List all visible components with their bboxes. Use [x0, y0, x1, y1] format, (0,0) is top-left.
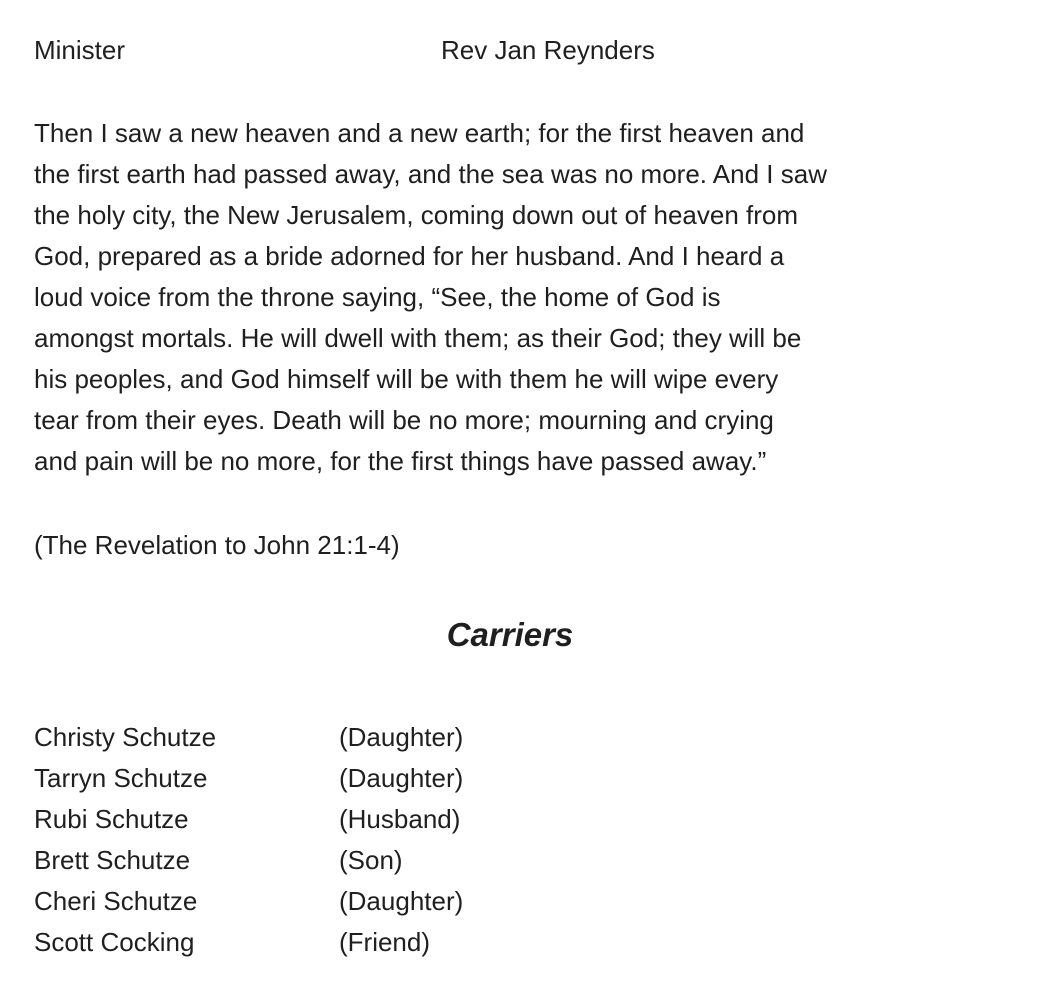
carrier-name: Brett Schutze: [34, 845, 191, 875]
carriers-heading: Carriers: [446, 616, 574, 653]
minister-label: Minister: [34, 35, 126, 65]
carrier-name: Rubi Schutze: [34, 804, 189, 834]
carrier-name: Cheri Schutze: [34, 886, 198, 916]
reading-line: God, prepared as a bride adorned for her husband. And I heard a: [34, 241, 785, 271]
minister-name: Rev Jan Reynders: [441, 35, 655, 65]
carriers-list: [34, 717, 734, 963]
carrier-row: [34, 881, 734, 922]
reading-line: tear from their eyes. Death will be no more; mourning and crying: [34, 405, 774, 435]
carrier-relation: (Daughter): [339, 763, 464, 793]
reading-line: Then I saw a new heaven and a new earth; for the first heaven and: [34, 118, 805, 148]
carrier-relation: (Daughter): [339, 886, 464, 916]
carrier-name: Scott Cocking: [34, 927, 195, 957]
carrier-row: [34, 840, 734, 881]
scripture-reading: [34, 113, 1014, 482]
reading-line: amongst mortals. He will dwell with them; as their God; they will be: [34, 323, 802, 353]
reading-line: the first earth had passed away, and the sea was no more. And I saw: [34, 159, 827, 189]
carrier-relation: (Daughter): [339, 722, 464, 752]
carrier-row: [34, 717, 734, 758]
carrier-name: Christy Schutze: [34, 722, 217, 752]
carrier-row: [34, 758, 734, 799]
reading-line: the holy city, the New Jerusalem, coming down out of heaven from: [34, 200, 799, 230]
reading-line: loud voice from the throne saying, “See, the home of God is: [34, 282, 721, 312]
minister-row: [34, 32, 1043, 68]
carrier-relation: (Husband): [339, 804, 461, 834]
reading-line: his peoples, and God himself will be with them he will wipe every: [34, 364, 779, 394]
carrier-row: [34, 922, 734, 963]
carrier-row: [34, 799, 734, 840]
carrier-relation: (Friend): [339, 927, 431, 957]
carrier-name: Tarryn Schutze: [34, 763, 208, 793]
carrier-relation: (Son): [339, 845, 403, 875]
reading-line: and pain will be no more, for the first things have passed away.”: [34, 446, 767, 476]
scripture-citation: (The Revelation to John 21:1-4): [34, 530, 400, 560]
